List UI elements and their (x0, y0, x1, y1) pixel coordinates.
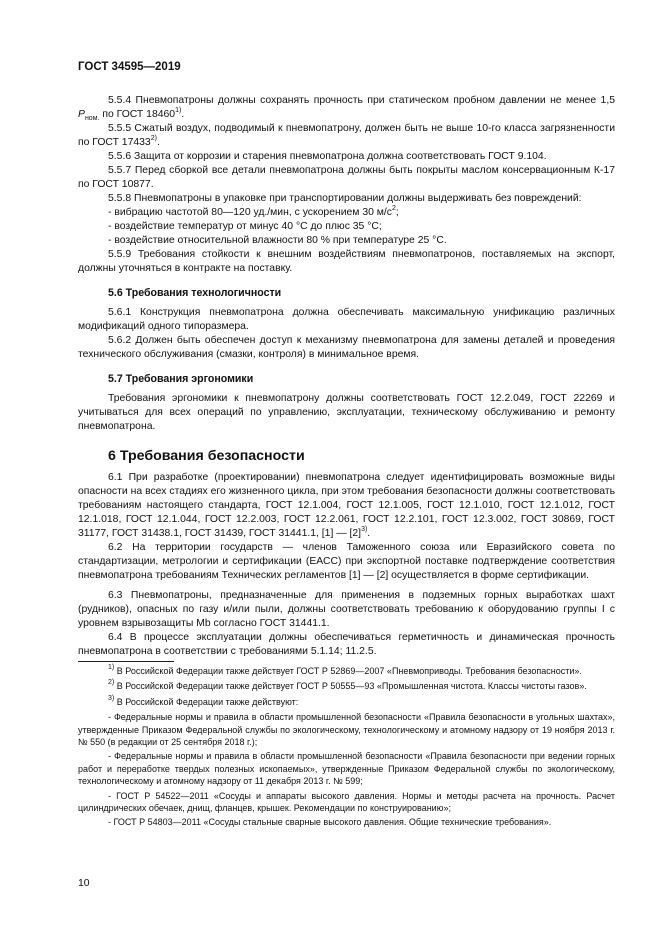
section-heading-5-7: 5.7 Требования эргономики (108, 373, 254, 385)
clause-6-3: 6.3 Пневмопатроны, предназначенные для применения в подземных горных выработках шахт (рудников), опасных по газу и/или пыли, должны соответствовать требованию к оборудованию группы I с уровнем взрывозащиты Mb согласно ГОСТ 31441.1. (78, 590, 615, 629)
footnote-3-item: - ГОСТ Р 54522—2011 «Сосуды и аппараты высокого давления. Нормы и методы расчета на прочность. Расчет цилиндрических обечаек, днищ, фланцев, крышек. Рекомендации по конструированию»; (78, 790, 615, 814)
clause-5-5-6: 5.5.6 Защита от коррозии и старения пневмопатрона должна соответствовать ГОСТ 9.104. (108, 151, 547, 162)
footnote-ref-2: 2) (150, 134, 157, 142)
clause-6-1: 6.1 При разработке (проектировании) пневмопатрона следует идентифицировать возможные виды опасности на всех стадиях его жизненного цикла, при этом требования безопасности должны соответствовать требованиям настоящего стандарта, ГОСТ 12.1.004, ГОСТ 12.1.005, ГОСТ 12.1.010, ГОСТ 12.1.012, ГОСТ 12.1.018, ГОСТ 12.1.044, ГОСТ 12.2.003, ГОСТ 12.2.061, ГОСТ 12.2.101, ГОСТ 12.3.002, ГОСТ 30869, ГОСТ 31177, ГОСТ 31438.1, ГОСТ 31439, ГОСТ 31441.1, [1] — $[2]^{3)}$. (78, 472, 615, 539)
section-heading-6: 6 Требования безопасности (108, 448, 305, 464)
main-content (78, 94, 615, 659)
page-number: 10 (78, 878, 90, 889)
footnote-ref-1: 1) (175, 106, 182, 114)
clause-5-5-5: 5.5.5 Сжатый воздух, подводимый к пневмопатрону, должен быть не выше 10-го класса загрязненности по ГОСТ 17433$^{2)}$. (78, 123, 615, 148)
list-item: - вибрацию частотой 80—120 уд./мин, с ускорением 30 $м/с^2$; (108, 204, 399, 218)
clause-5-5-9: 5.5.9 Требования стойкости к внешним воздействиям пневмопатронов, поставляемых на экспорт, должны уточняться в контракте на поставку. (78, 249, 615, 274)
clause-5-5-8: 5.5.8 Пневмопатроны в упаковке при транспортировании должны выдерживать без повреждений: (108, 193, 582, 204)
footnote-3-item: - Федеральные нормы и правила в области промышленной безопасности «Правила безопасности при ведении горных работ и переработке твердых полезных ископаемых», утвержденные Приказом Федеральной службы по экологическому, технологическому и атомному надзору от 11 декабря 2013 г. № 599; (78, 751, 615, 787)
clause-6-2: 6.2 На территории государств — членов Таможенного союза или Евразийского совета по стандартизации, метрологии и сертификации (ЕАСС) при экспортной поставке подтверждение соответствия пневмопатрона требованиям Технических регламентов [1] — [2] осуществляется в форме сертификации. (78, 542, 615, 581)
list-item: - воздействие температур от минус 40 °С до плюс 35 °С; (108, 221, 382, 232)
footnote-1: $^{1)}$ В Российской Федерации также действует ГОСТ Р 52869—2007 «Пневмоприводы. Требования безопасности». (108, 664, 582, 676)
footnote-divider (78, 661, 174, 662)
list-item: - воздействие относительной влажности 80 % при температуре 25 °С. (108, 235, 447, 246)
footnote-ref-3: 3) (361, 525, 368, 533)
footnote-3: $^{3)}$ В Российской Федерации также действуют: (108, 694, 299, 707)
clause-6-4: 6.4 В процессе эксплуатации должны обеспечиваться герметичность и динамическая прочность пневмопатрона в соответствии с требованиями 5.1.14; 11.2.5. (78, 632, 615, 657)
clause-5-6-2: 5.6.2 Должен быть обеспечен доступ к механизму пневмопатрона для замены деталей и проведения технического обслуживания (смазки, контроля) в минимальное время. (78, 335, 615, 360)
clause-5-7-text: Требования эргономики к пневмопатрону должны соответствовать ГОСТ 12.2.049, ГОСТ 22269 и учитываться для всех операций по управлению, эксплуатации, техническому обслуживанию и ремонту пневмопатрона. (78, 393, 615, 432)
footnote-3-item: - ГОСТ Р 54803—2011 «Сосуды стальные сварные высокого давления. Общие технические требования». (108, 817, 552, 828)
clause-5-6-1: 5.6.1 Конструкция пневмопатрона должна обеспечивать максимальную унификацию различных модификаций одного типоразмера. (78, 307, 615, 332)
section-heading-5-6: 5.6 Требования технологичности (108, 287, 282, 299)
document-header: ГОСТ 34595—2019 (78, 61, 181, 73)
clause-5-5-8-list (78, 206, 615, 248)
clause-5-5-7: 5.5.7 Перед сборкой все детали пневмопатрона должны быть покрыты маслом консервационным К-17 по ГОСТ 10877. (78, 165, 615, 190)
footnotes (78, 665, 615, 831)
clause-5-5-4: 5.5.4 Пневмопатроны должны сохранять прочность при статическом пробном давлении не менее 1,5 $P_{ном.}$ по ГОСТ 18460$^{1)}$. (78, 95, 615, 123)
footnote-3-item: - Федеральные нормы и правила в области промышленной безопасности «Правила безопасности в угольных шахтах», утвержденные Приказом Федеральной службы по экологическому, технологическому и атомному надзору от 19 ноября 2013 г. № 550 (в редакции от 25 сентября 2018 г.); (78, 712, 615, 748)
footnote-2: $^{2)}$ В Российской Федерации также действует ГОСТ Р 50555—93 «Промышленная чистота. Классы чистоты газов». (108, 679, 587, 692)
